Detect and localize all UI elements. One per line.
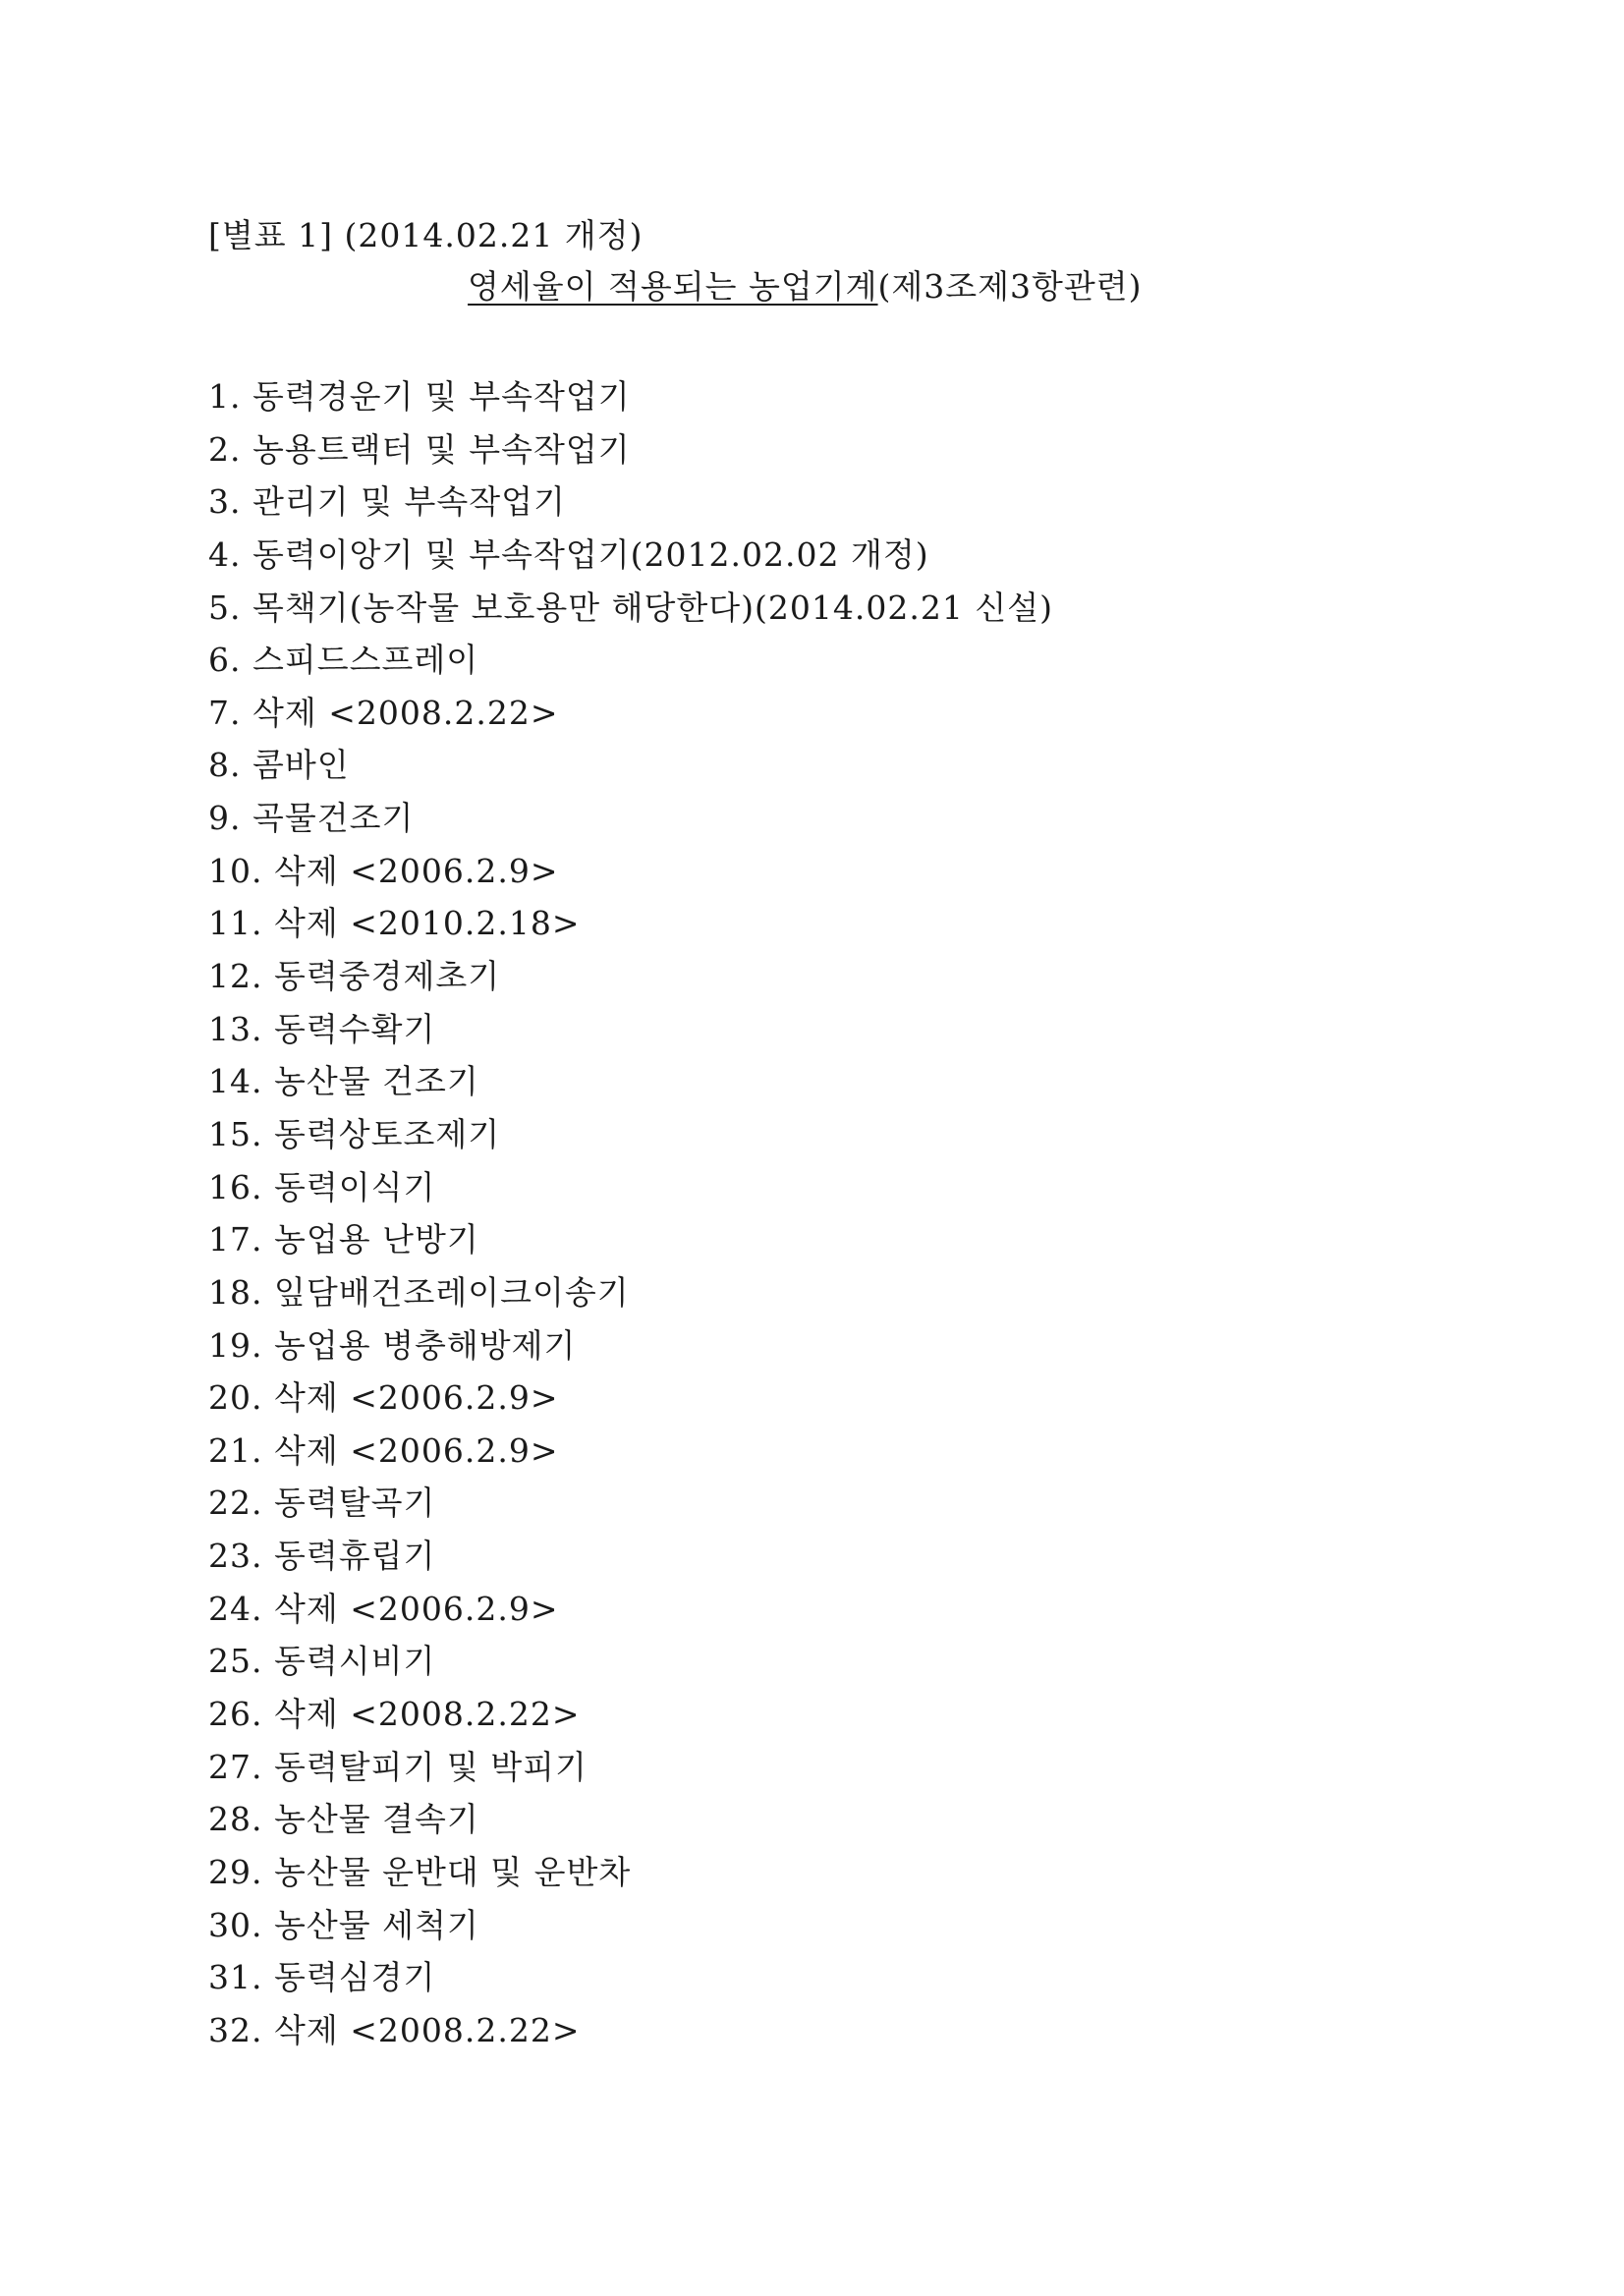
- item-number: 23.: [208, 1537, 263, 1576]
- item-text: 관리기 및 부속작업기: [252, 482, 566, 522]
- list-item: [208, 582, 1053, 635]
- list-item: [208, 370, 1053, 423]
- item-number: 11.: [208, 904, 263, 943]
- item-text: 삭제 <2008.2.22>: [252, 693, 559, 732]
- item-number: 7.: [208, 693, 242, 732]
- machinery-list: [208, 370, 1053, 2057]
- item-number: 1.: [208, 377, 242, 416]
- list-item: [208, 739, 1053, 792]
- item-number: 20.: [208, 1378, 263, 1418]
- item-number: 31.: [208, 1958, 263, 1997]
- list-item: [208, 1108, 1053, 1161]
- list-item: [208, 1530, 1053, 1583]
- list-item: [208, 1319, 1053, 1372]
- item-number: 21.: [208, 1430, 263, 1470]
- item-number: 27.: [208, 1747, 263, 1786]
- annex-label: [별표 1]: [208, 216, 333, 254]
- list-item: [208, 1951, 1053, 2004]
- item-number: 26.: [208, 1695, 263, 1734]
- list-item: [208, 687, 1053, 740]
- list-item: [208, 1003, 1053, 1056]
- item-text: 동력경운기 및 부속작업기: [252, 377, 631, 416]
- list-item: [208, 845, 1053, 898]
- list-item: [208, 1213, 1053, 1266]
- list-item: [208, 634, 1053, 687]
- item-text: 농산물 결속기: [273, 1800, 479, 1839]
- item-text: 동력중경제초기: [273, 957, 501, 996]
- item-text: 동력이앙기 및 부속작업기(2012.02.02 개정): [252, 534, 929, 574]
- item-number: 10.: [208, 851, 263, 890]
- list-item: [208, 1055, 1053, 1108]
- list-item: [208, 2004, 1053, 2057]
- item-number: 30.: [208, 1905, 263, 1944]
- item-text: 농산물 건조기: [273, 1062, 479, 1101]
- item-text: 동력시비기: [273, 1642, 436, 1681]
- list-item: [208, 1266, 1053, 1319]
- item-number: 28.: [208, 1800, 263, 1839]
- item-number: 5.: [208, 588, 242, 627]
- list-item: [208, 1688, 1053, 1741]
- item-text: 동력휴립기: [273, 1537, 436, 1576]
- item-text: 삭제 <2008.2.22>: [273, 1695, 581, 1734]
- list-item: [208, 897, 1053, 950]
- item-text: 잎담배건조레이크이송기: [273, 1272, 630, 1312]
- item-text: 동력심경기: [273, 1958, 436, 1997]
- item-text: 농산물 세척기: [273, 1905, 479, 1944]
- list-item: [208, 1583, 1053, 1636]
- document-title: [468, 265, 1143, 308]
- item-text: 목책기(농작물 보호용만 해당한다)(2014.02.21 신설): [252, 588, 1053, 627]
- item-text: 동력이식기: [273, 1167, 436, 1206]
- list-item: [208, 1425, 1053, 1478]
- item-text: 곡물건조기: [252, 799, 415, 838]
- list-item: [208, 1793, 1053, 1846]
- list-item: [208, 792, 1053, 845]
- item-number: 24.: [208, 1589, 263, 1628]
- item-text: 동력탈피기 및 박피기: [273, 1747, 588, 1786]
- revision-note: (2014.02.21 개정): [344, 216, 644, 254]
- item-text: 콤바인: [252, 746, 350, 785]
- list-item: [208, 1741, 1053, 1794]
- list-item: [208, 1372, 1053, 1425]
- item-text: 농업용 병충해방제기: [273, 1325, 577, 1365]
- item-number: 13.: [208, 1009, 263, 1048]
- item-text: 삭제 <2006.2.9>: [273, 1589, 559, 1628]
- item-text: 삭제 <2006.2.9>: [273, 1378, 559, 1418]
- list-item: [208, 423, 1053, 476]
- item-number: 17.: [208, 1220, 263, 1260]
- title-main: 영세율이 적용되는 농업기계: [468, 267, 878, 306]
- item-number: 18.: [208, 1272, 263, 1312]
- item-text: 삭제 <2010.2.18>: [273, 904, 581, 943]
- item-number: 29.: [208, 1852, 263, 1891]
- item-text: 동력수확기: [273, 1009, 436, 1048]
- title-reference: (제3조제3항관련): [877, 267, 1143, 306]
- item-number: 4.: [208, 534, 242, 574]
- item-text: 스피드스프레이: [252, 641, 479, 680]
- item-text: 삭제 <2006.2.9>: [273, 1430, 559, 1470]
- list-item: [208, 1635, 1053, 1688]
- item-text: 동력상토조제기: [273, 1114, 501, 1153]
- list-item: [208, 1846, 1053, 1899]
- item-number: 8.: [208, 746, 242, 785]
- item-number: 9.: [208, 799, 242, 838]
- item-number: 16.: [208, 1167, 263, 1206]
- item-number: 12.: [208, 957, 263, 996]
- list-item: [208, 1161, 1053, 1214]
- list-item: [208, 476, 1053, 529]
- item-text: 삭제 <2006.2.9>: [273, 851, 559, 890]
- item-number: 2.: [208, 429, 242, 469]
- list-item: [208, 529, 1053, 582]
- item-text: 농업용 난방기: [273, 1220, 479, 1260]
- item-text: 농용트랙터 및 부속작업기: [252, 429, 631, 469]
- item-text: 농산물 운반대 및 운반차: [273, 1852, 632, 1891]
- item-number: 19.: [208, 1325, 263, 1365]
- item-number: 6.: [208, 641, 242, 680]
- list-item: [208, 950, 1053, 1003]
- item-number: 25.: [208, 1642, 263, 1681]
- item-number: 15.: [208, 1114, 263, 1153]
- annex-header: [208, 214, 643, 257]
- item-number: 22.: [208, 1484, 263, 1523]
- list-item: [208, 1477, 1053, 1530]
- item-number: 3.: [208, 482, 242, 522]
- item-text: 동력탈곡기: [273, 1484, 436, 1523]
- item-number: 14.: [208, 1062, 263, 1101]
- item-number: 32.: [208, 2010, 263, 2049]
- item-text: 삭제 <2008.2.22>: [273, 2010, 581, 2049]
- list-item: [208, 1899, 1053, 1952]
